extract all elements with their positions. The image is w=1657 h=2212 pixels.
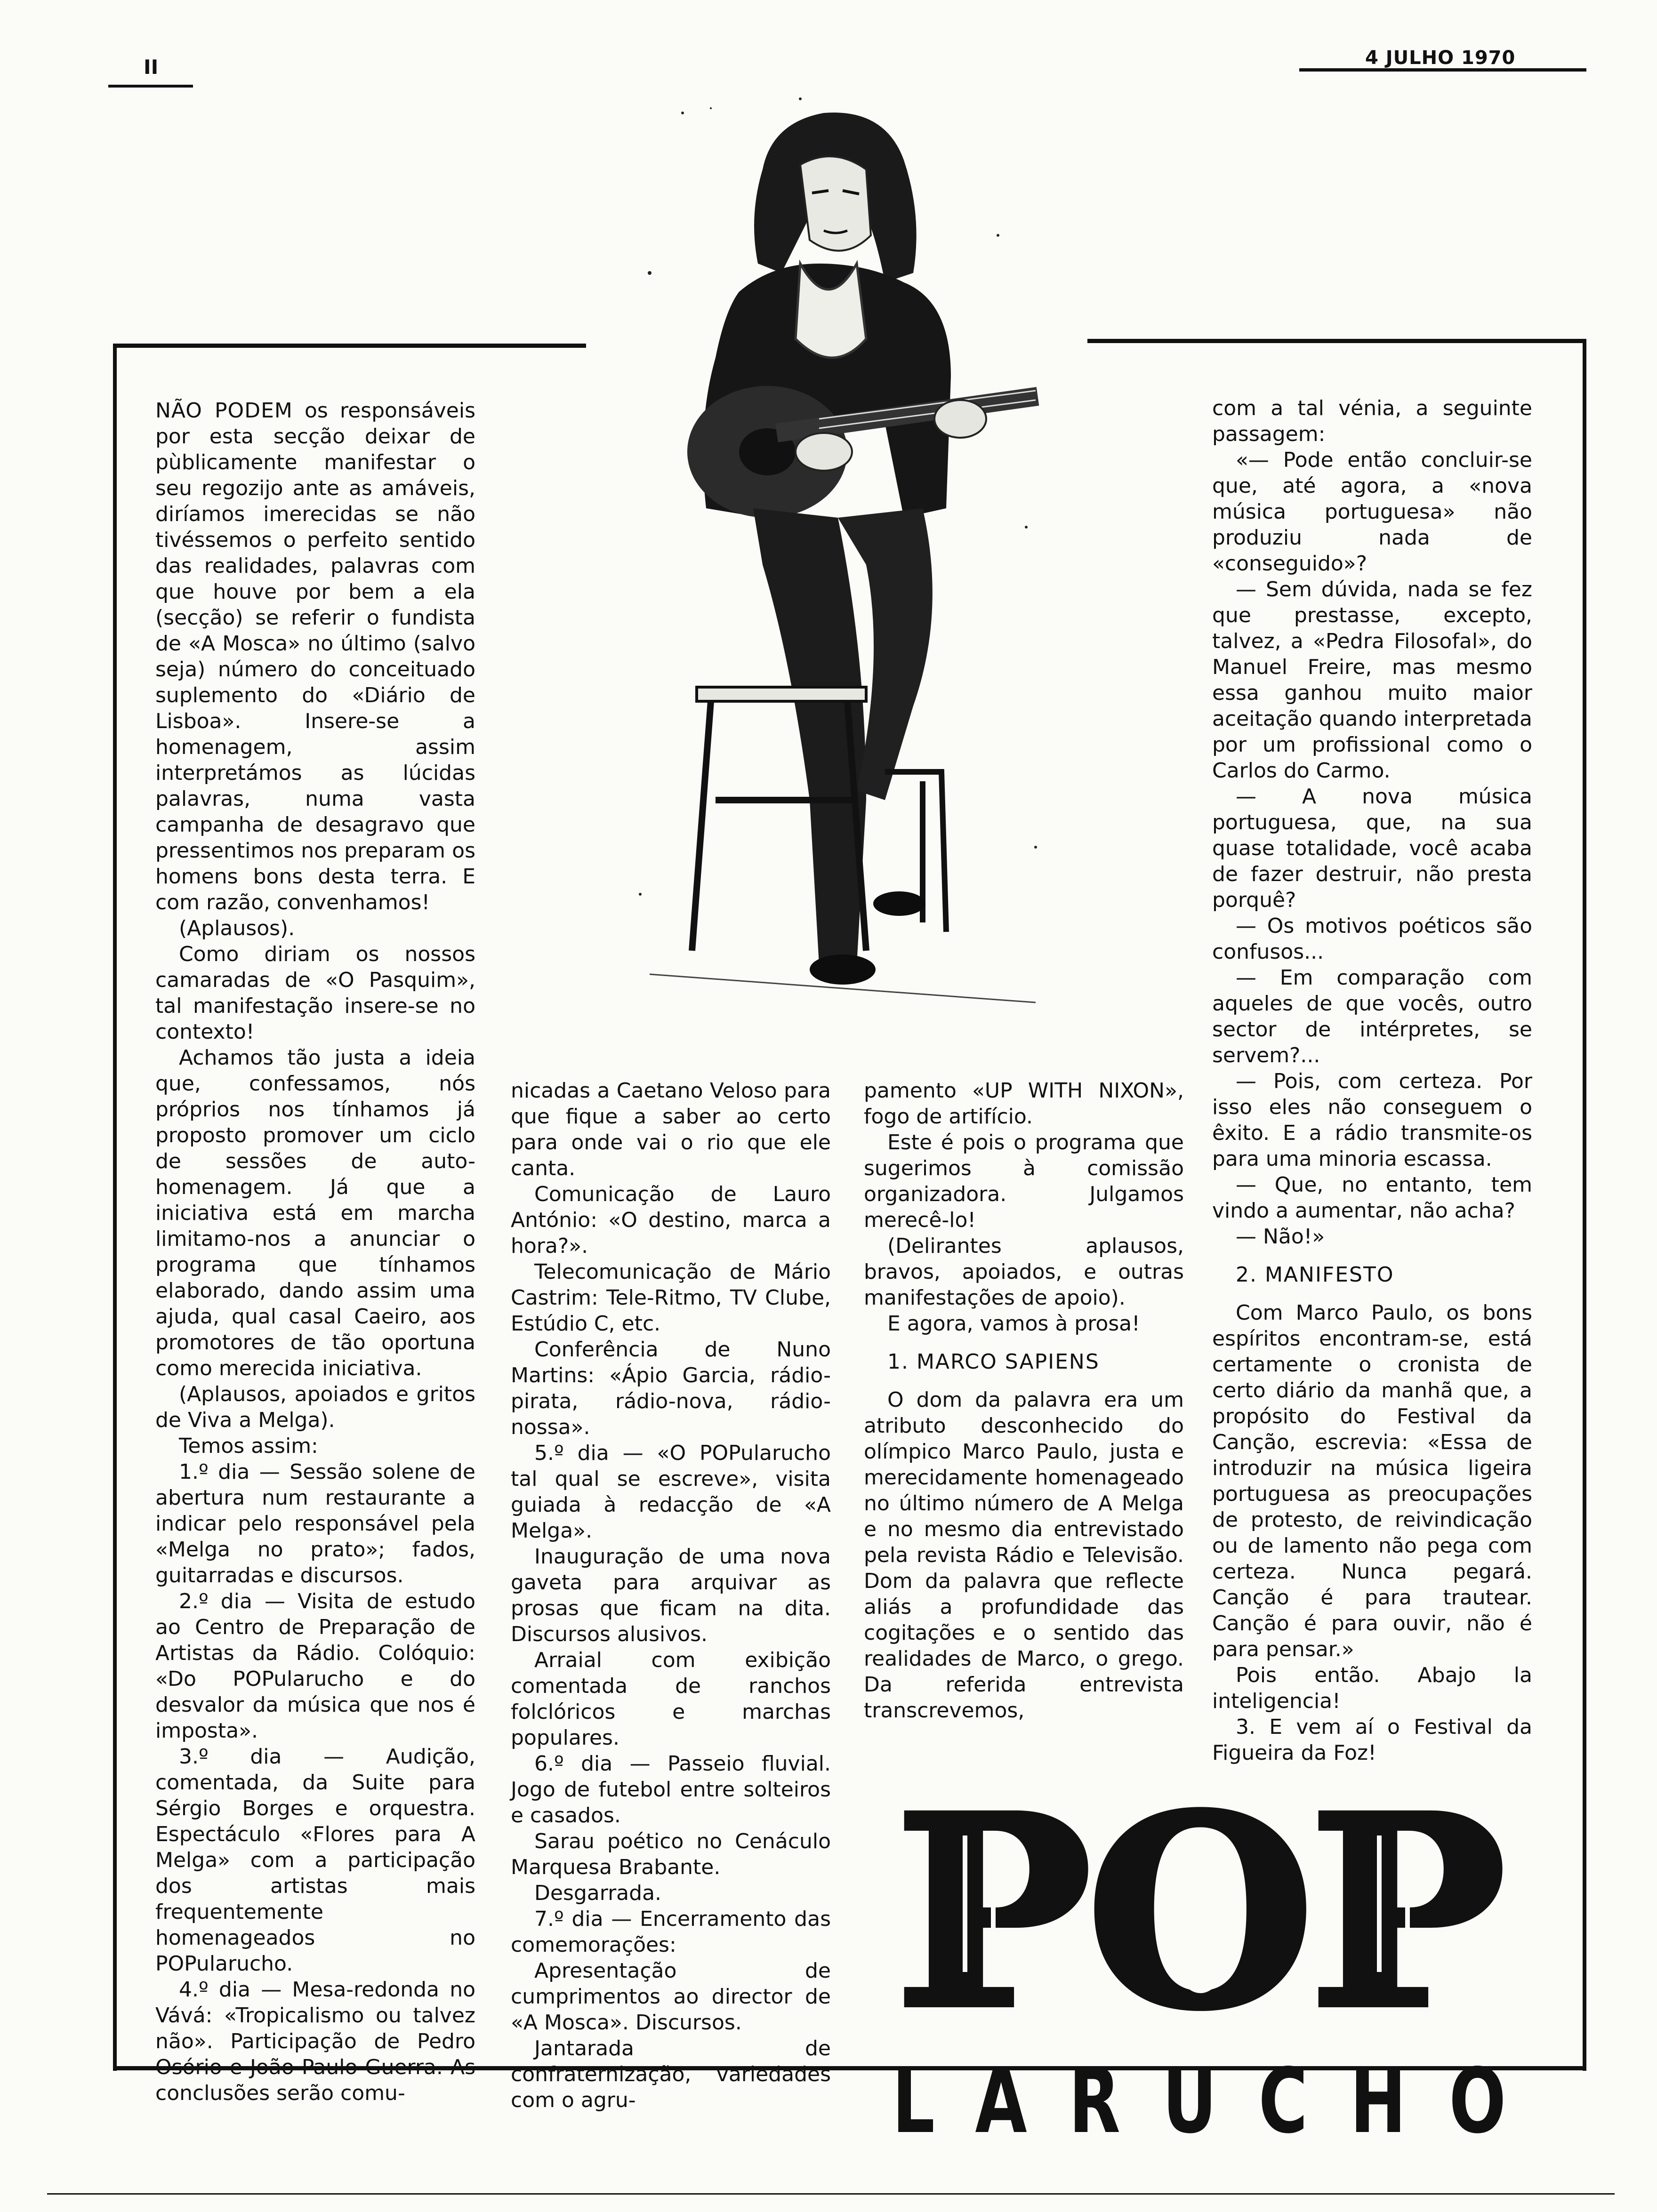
article-column-2 bbox=[511, 1078, 831, 2113]
paragraph: Apresentação de cumprimentos ao director de «A Mosca». Discursos. bbox=[511, 1959, 831, 2035]
header-rule-right bbox=[1299, 68, 1586, 72]
paragraph: E agora, vamos à prosa! bbox=[887, 1312, 1140, 1336]
paragraph: 5.º dia — «O POPularucho tal qual se escreve», visita guiada à redacção de «A Melga». bbox=[511, 1441, 831, 1543]
paragraph: — A nova música portuguesa, que, na sua quase totalidade, você acaba de fazer destruir, não presta porquê? bbox=[1212, 785, 1532, 912]
paragraph: — Em comparação com aqueles de que vocês, outro sector de intérpretes, se servem?... bbox=[1212, 966, 1532, 1067]
article-column-4 bbox=[1212, 395, 1532, 1766]
paragraph: Desgarrada. bbox=[534, 1881, 662, 1905]
paragraph: «— Pode então concluir-se que, até agora, a «nova música portuguesa» não produziu nada de «conseguido»? bbox=[1212, 448, 1532, 576]
paragraph: Este é pois o programa que sugerimos à comissão organizadora. Julgamos merecê-lo! bbox=[864, 1130, 1184, 1232]
paragraph: — Que, no entanto, tem vindo a aumentar, não acha? bbox=[1212, 1173, 1532, 1223]
paragraph: Inauguração de uma nova gaveta para arquivar as prosas que ficam na dita. Discursos alusivos. bbox=[511, 1545, 831, 1646]
paragraph: (Delirantes aplausos, bravos, apoiados, e outras manifestações de apoio). bbox=[864, 1234, 1184, 1310]
paragraph: (Aplausos). bbox=[179, 916, 295, 940]
logo-letter: C bbox=[1258, 2049, 1308, 2153]
paragraph: Comunicação de Lauro António: «O destino, marca a hora?». bbox=[511, 1182, 831, 1258]
paragraph: Sarau poético no Cenáculo Marquesa Brabante. bbox=[511, 1829, 831, 1879]
paragraph: 3.º dia — Audição, comentada, da Suite para Sérgio Borges e orquestra. Espectáculo «Flores para A Melga» com a participação dos artistas mais frequentemente homenageados no POPularucho. bbox=[155, 1745, 475, 1976]
paragraph: Achamos tão justa a ideia que, confessamos, nós próprios nos tínhamos já proposto promover um ciclo de sessões de auto-homenagem. Já que a iniciativa está em marcha limitamo-nos a anunciar o programa que tínhamos elaborado, dando assim uma ajuda, qual casal Caeiro, aos promotores de tão oportuna como merecida iniciativa. bbox=[155, 1046, 475, 1380]
logo-letter: O bbox=[1449, 2049, 1506, 2153]
paragraph: Arraial com exibição comentada de ranchos folclóricos e marchas populares. bbox=[511, 1648, 831, 1750]
logo-letter: A bbox=[975, 2049, 1027, 2153]
paragraph: Com Marco Paulo, os bons espíritos encontram-se, está certamente o cronista de certo diário da manhã que, a propósito do Festival da Canção, escrevia: «Essa de introduzir na música ligeira portuguesa as preocupações de protesto, de reivindicação ou de lamento não pega com certeza. Nunca pegará. Canção é para trautear. Canção é para ouvir, não é para pensar.» bbox=[1212, 1301, 1532, 1661]
header-rule-left bbox=[108, 85, 193, 88]
frame-right bbox=[1583, 339, 1586, 2071]
page-bottom-rule bbox=[47, 2193, 1615, 2195]
paragraph: Conferência de Nuno Martins: «Ápio Garcia, rádio-pirata, rádio-nova, rádio-nossa». bbox=[511, 1338, 831, 1439]
paragraph: pamento «UP WITH NIXON», fogo de artifício. bbox=[864, 1079, 1184, 1129]
paragraph: — Não!» bbox=[1236, 1225, 1325, 1249]
paragraph: (Aplausos, apoiados e gritos de Viva a Melga). bbox=[155, 1382, 475, 1432]
paragraph: com a tal vénia, a seguinte passagem: bbox=[1212, 396, 1532, 446]
issue-date: 4 JULHO 1970 bbox=[1365, 47, 1516, 69]
paragraph: 2.º dia — Visita de estudo ao Centro de Preparação de Artistas da Rádio. Colóquio: «Do POPularucho e do desvalor da música que nos é imposta». bbox=[155, 1589, 475, 1743]
logo-letter-o: O bbox=[1086, 1784, 1315, 2038]
section-heading-marco-sapiens: 1. MARCO SAPIENS bbox=[887, 1350, 1100, 1374]
frame-left bbox=[113, 344, 117, 2071]
logo-letter-p2: P bbox=[1308, 1784, 1507, 2038]
logo-letter: H bbox=[1350, 2049, 1406, 2153]
paragraph: 4.º dia — Mesa-redonda no Vává: «Tropicalismo ou talvez não». Participação de Pedro Osório e João Paulo Guerra. As conclusões serão comu- bbox=[155, 1978, 475, 2105]
paragraph: 7.º dia — Encerramento das comemorações: bbox=[511, 1907, 831, 1957]
logo-letter: R bbox=[1069, 2049, 1120, 2153]
paragraph: Jantarada de confraternização, variedades com o agru- bbox=[511, 2036, 831, 2112]
paragraph: Pois então. Abajo la inteligencia! bbox=[1212, 1663, 1532, 1713]
page-marker: II bbox=[144, 56, 159, 79]
frame-top-left bbox=[113, 344, 586, 348]
guitarist-photo bbox=[621, 94, 1054, 1026]
article-column-1 bbox=[155, 398, 475, 2106]
article-column-3 bbox=[864, 1078, 1184, 1723]
larucho-wordmark bbox=[885, 2049, 1516, 2153]
logo-letter-p1: P bbox=[894, 1784, 1093, 2038]
frame-top-right bbox=[1087, 339, 1586, 343]
paragraph: Telecomunicação de Mário Castrim: Tele-Ritmo, TV Clube, Estúdio C, etc. bbox=[511, 1260, 831, 1336]
paragraph: 6.º dia — Passeio fluvial. Jogo de futebol entre solteiros e casados. bbox=[511, 1752, 831, 1827]
popularucho-logo bbox=[885, 1784, 1516, 2179]
paragraph: O dom da palavra era um atributo desconhecido do olímpico Marco Paulo, justa e merecidamente homenageado no último número de A Melga e no mesmo dia entrevistado pela revista Rádio e Televisão. Dom da palavra que reflecte aliás a profundidade das cogitações e o sentido das realidades de Marco, o grego. Da referida entrevista transcrevemos, bbox=[864, 1388, 1184, 1723]
logo-letter: U bbox=[1162, 2049, 1217, 2153]
paragraph: Temos assim: bbox=[179, 1434, 318, 1458]
paragraph: 3. E vem aí o Festival da Figueira da Foz! bbox=[1212, 1715, 1532, 1765]
article-opening: NÃO PODEM os responsáveis por esta secção deixar de pùblicamente manifestar o seu regozijo ante as amáveis, diríamos imerecidas se não tivéssemos o perfeito sentido das realidades, palavras com que houve por bem a ela (secção) se referir o fundista de «A Mosca» no último (salvo seja) número do conceituado suplemento do «Diário de Lisboa». Insere-se a homenagem, assim interpretámos as lúcidas palavras, numa vasta campanha de desagravo que pressentimos nos preparam os homens bons desta terra. E com razão, convenhamos! bbox=[155, 399, 475, 914]
paragraph: Como diriam os nossos camaradas de «O Pasquim», tal manifestação insere-se no contexto! bbox=[155, 942, 475, 1044]
pop-letters bbox=[885, 1784, 1516, 2038]
paragraph: 1.º dia — Sessão solene de abertura num restaurante a indicar pelo responsável pela «Melga no prato»; fados, guitarradas e discursos. bbox=[155, 1460, 475, 1587]
paragraph: — Sem dúvida, nada se fez que prestasse, excepto, talvez, a «Pedra Filosofal», do Manuel Freire, mas mesmo essa ganhou muito maior aceitação quando interpretada por um profissional como o Carlos do Carmo. bbox=[1212, 577, 1532, 783]
paragraph: — Pois, com certeza. Por isso eles não conseguem o êxito. E a rádio transmite-os para uma minoria escassa. bbox=[1212, 1069, 1532, 1171]
paragraph: nicadas a Caetano Veloso para que fique a saber ao certo para onde vai o rio que ele canta. bbox=[511, 1079, 831, 1180]
section-heading-manifesto: 2. MANIFESTO bbox=[1236, 1263, 1394, 1287]
paragraph: — Os motivos poéticos são confusos... bbox=[1212, 914, 1532, 964]
logo-letter: L bbox=[892, 2049, 935, 2153]
